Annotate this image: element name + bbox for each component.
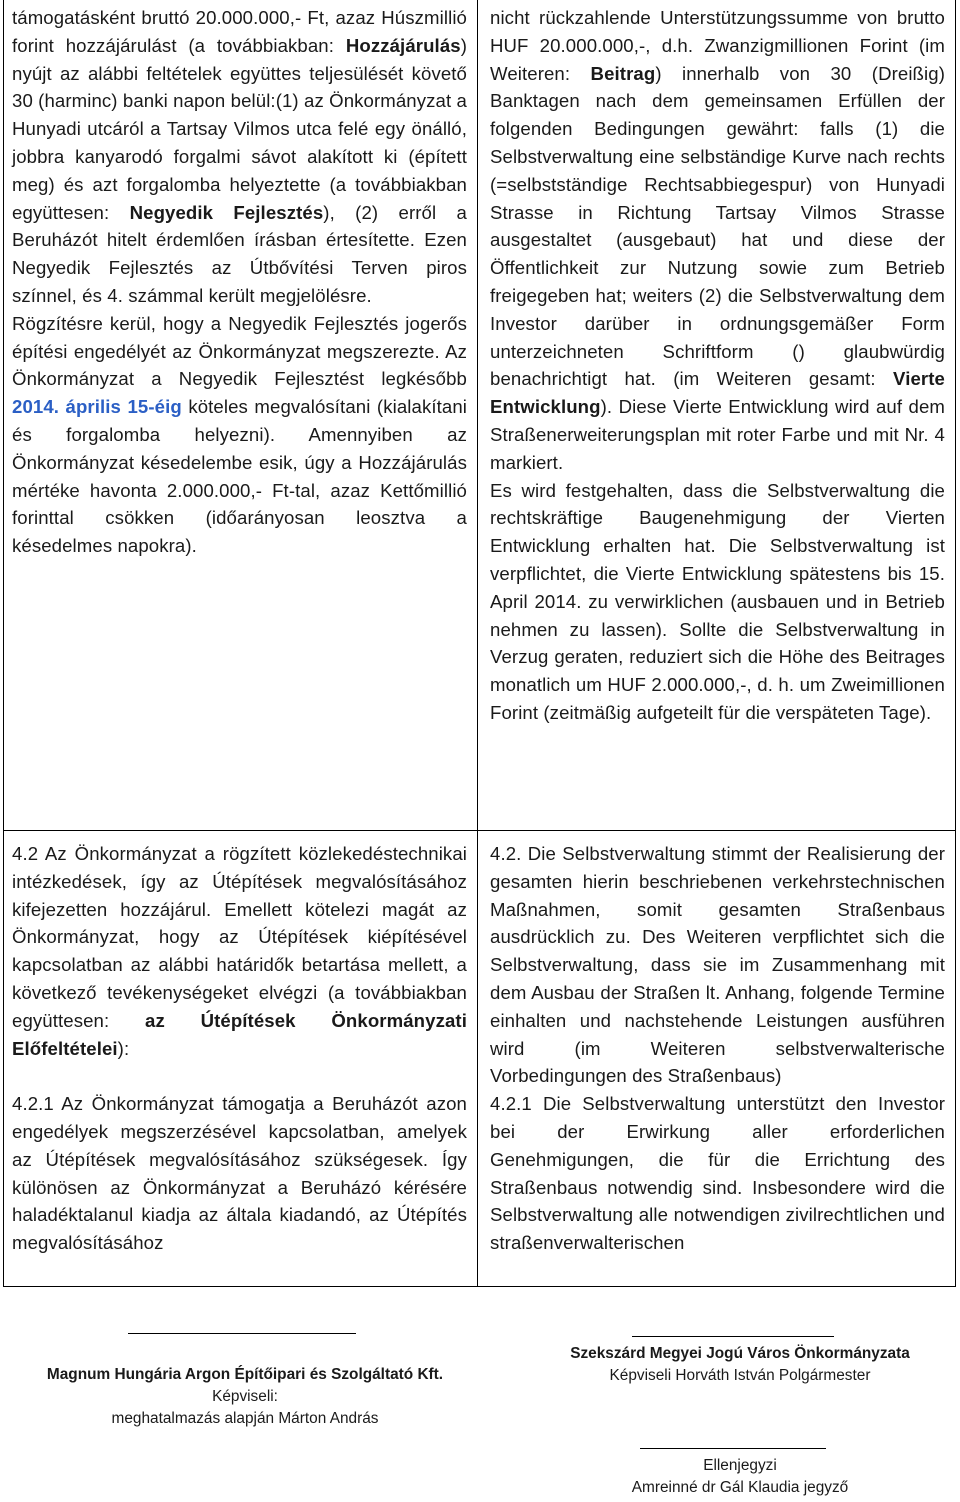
hu1-term-negyedik: Negyedik Fejlesztés (129, 201, 324, 223)
hu1-text-a: támogatásként bruttó 20.000.000,- Ft, azaz Húszmillió forint hozzájárulást (a továbbiakban: (12, 7, 467, 56)
row-divider (3, 830, 956, 831)
hu1-deadline: 2014. április 15-éig (12, 396, 182, 418)
german-paragraph-1 (490, 4, 945, 727)
hu1-text-d: Rögzítésre kerül, hogy a Negyedik Fejlesztés jogerős építési engedélyét az Önkormányzat megszerezte. Az Önkormányzat a Negyedik Fejlesztést legkésőbb (12, 312, 467, 390)
de1-term-vierte: Vierte Entwicklung (490, 368, 945, 418)
left-authorized-person: meghatalmazás alapján Márton András (111, 1410, 379, 1427)
right-organization-name: Szekszárd Megyei Jogú Város Önkormányzata (570, 1345, 910, 1362)
hu2-text-b: ): (117, 1037, 130, 1059)
de1-text-c: ). Diese Vierte Entwicklung wird auf dem Straßenerweiterungsplan mit roter Farbe und mit Nr. 4 markiert. (490, 396, 945, 473)
hu1-text-e: köteles megvalósítani (kialakítani és forgalomba helyezni). Amennyiben az Önkormányzat késedelembe esik, úgy a Hozzájárulás mértéke havonta 2.000.000,- Ft-tal, azaz Kettőmillió forinttal csökken (időarányosan leosztva a késedelmes napokra). (12, 396, 467, 557)
right-signature-line (632, 1336, 834, 1337)
left-signature-block (20, 1364, 470, 1430)
countersign-line (640, 1448, 826, 1449)
hu1-text-c: ), (2) erről a Beruházót hitelt érdemlően írásban értesítette. Ezen Negyedik Fejlesztés az Útbővítési Terven piros színnel, és 4. számmal került megjelölésre. (12, 201, 467, 306)
left-representative-label: Képviseli: (212, 1388, 278, 1405)
de1-text-a: nicht rückzahlende Unterstützungssumme von brutto HUF 20.000.000,-, d.h. Zwanzigmillionen Forint (im Weiteren: (490, 7, 945, 84)
hu2-text-a: 4.2 Az Önkormányzat a rögzített közlekedéstechnikai intézkedések, így az Útépítések megvalósításához kifejezetten hozzájárul. Emellett kötelezi magát az Önkormányzat, hogy az Útépítések kiépítésével kapcsolatban az alábbi határidők betartása mellett, a következő tevékenységeket elvégzi (a továbbiakban együttesen: (12, 843, 467, 1031)
de2-section-4-2: 4.2. Die Selbstverwaltung stimmt der Realisierung der gesamten hierin beschriebenen verkehrstechnischen Maßnahmen, somit gesamten Straßenbaus ausdrücklich zu. Des Weiteren verpflichtet sich die Selbstverwaltung, dass sie im Zusammenhang mit dem Ausbau der Straßen lt. Anhang, folgende Termine einhalten und nachstehende Leistungen ausführen wird (im Weiteren selbstverwalterische Vorbedingungen des Straßenbaus) (490, 843, 945, 1087)
de2-section-4-2-1: 4.2.1 Die Selbstverwaltung unterstützt den Investor bei der Erwirkung aller erforderlichen Genehmigungen, die für die Errichtung des Straßenbaus notwendig sind. Insbesondere wird die Selbstverwaltung alle notwendigen zivilrechtlichen und straßenverwalterischen (490, 1093, 945, 1254)
countersign-block (560, 1455, 920, 1499)
left-signature-line (128, 1333, 356, 1334)
german-paragraph-2 (490, 840, 945, 1257)
right-representative: Képviseli Horváth István Polgármester (609, 1367, 871, 1384)
right-signature-block (540, 1343, 940, 1387)
de1-text-b: ) innerhalb von 30 (Dreißig) Banktagen nach dem gemeinsamen Erfüllen der folgenden Bedingungen gewährt: falls (1) die Selbstverwaltung eine selbständige Kurve nach rechts (=selbstständige Rechtsabbiegespur) von Hunyadi Strasse in Richtung Tartsay Vilmos Strasse ausgestaltet (ausgebaut) hat und diese der Öffentlichkeit zur Nutzung sowie zum Betrieb freigegeben hat; weiters (2) die Selbstverwaltung dem Investor darüber in ordnungsgemäßer Form unterzeichneten Schriftform () glaubwürdig benachrichtigt hat. (im Weiteren gesamt: (490, 62, 945, 390)
de1-text-d: Es wird festgehalten, dass die Selbstverwaltung die rechtskräftige Baugenehmigung der Vierten Entwicklung erhalten hat. Die Selbstverwaltung ist verpflichtet, die Vierte Entwicklung spätestens bis 15. April 2014. zu verwirklichen (ausbauen und in Betrieb nehmen zu lassen). Sollte die Selbstverwaltung in Verzug geraten, reduziert sich die Höhe des Beitrages monatlich um HUF 2.000.000,-, d. h. um Zweimillionen Forint (zeitmäßig aufgeteilt für die verspäteten Tage). (490, 479, 945, 723)
hungarian-paragraph-2 (12, 840, 467, 1257)
hungarian-paragraph-1 (12, 4, 467, 560)
de1-term-beitrag: Beitrag (590, 62, 656, 84)
hu1-text-b: ) nyújt az alábbi feltételek együttes teljesülését követő 30 (harminc) banki napon belül:(1) az Önkormányzat a Hunyadi utcáról a Tartsay Vilmos utca felé egy önálló, jobbra kanyarodó forgalmi sávot alakított ki (épített meg) és azt forgalomba helyeztette (a továbbiakban együttesen: (12, 34, 467, 223)
hu2-section-4-2-1: 4.2.1 Az Önkormányzat támogatja a Beruházót azon engedélyek megszerzésével kapcsolatban, amelyek az Útépítések megvalósításához szükségesek. Így különösen az Önkormányzat a Beruházó kérésére haladéktalanul kiadja az általa kiadandó, az Útépítés megvalósításához (12, 1093, 467, 1254)
column-divider (477, 0, 478, 1287)
countersign-label: Ellenjegyzi (703, 1457, 777, 1474)
left-company-name: Magnum Hungária Argon Építőipari és Szolgáltató Kft. (46, 1366, 444, 1383)
notary-name: Amreinné dr Gál Klaudia jegyző (631, 1479, 849, 1496)
hu2-term-elofeltetelek: az Útépítések Önkormányzati Előfeltételei (12, 1009, 467, 1059)
hu1-term-hozzajarulas: Hozzájárulás (345, 34, 461, 56)
